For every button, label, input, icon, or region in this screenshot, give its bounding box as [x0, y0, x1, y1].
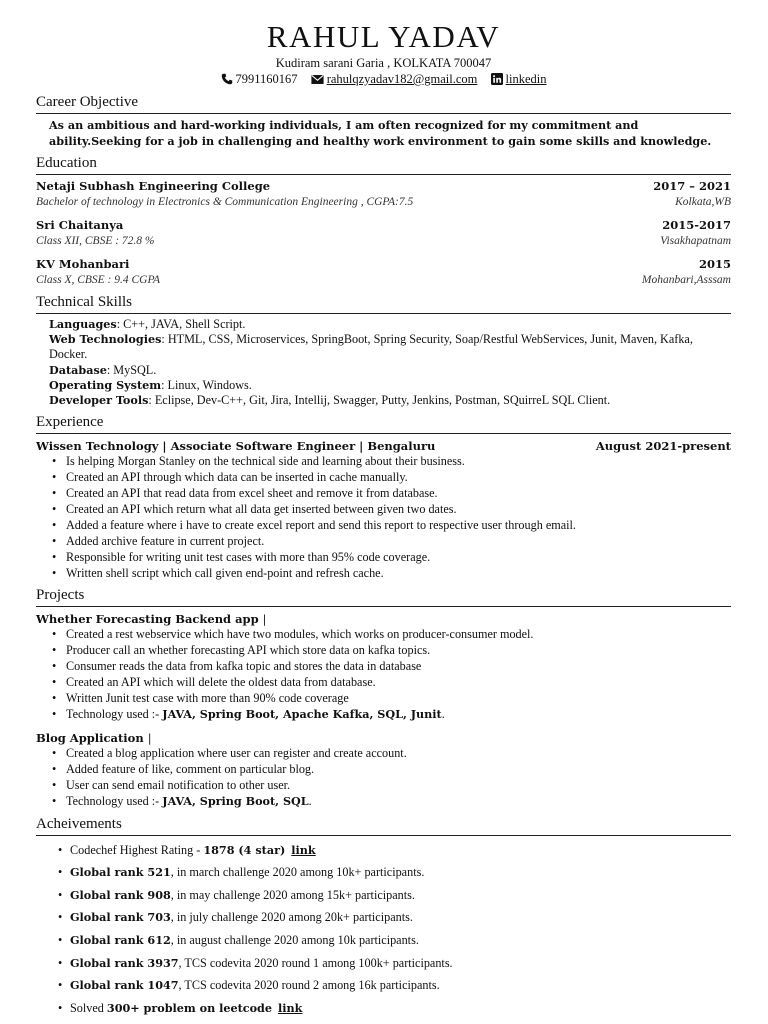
education-detail: Class X, CBSE : 9.4 CGPA — [36, 274, 161, 286]
list-item — [58, 906, 731, 929]
resume-page — [36, 18, 731, 1019]
list-item: • Responsible for writing unit test cases with more than 95% code coverage. — [52, 550, 731, 566]
list-item — [58, 997, 731, 1020]
phone-icon — [221, 73, 233, 85]
project-bullets — [36, 627, 731, 722]
list-item: • User can send email notification to other user. — [52, 778, 731, 794]
project-separator: | — [262, 612, 267, 627]
rank-bold: Global rank 3937 — [70, 955, 179, 970]
list-item — [52, 794, 731, 810]
skill-label: Developer Tools — [49, 393, 149, 408]
list-item — [58, 861, 731, 884]
section-title-experience: Experience — [36, 413, 731, 434]
list-item: • Added feature of like, comment on particular blog. — [52, 762, 731, 778]
list-item: • Created an API which will delete the oldest data from database. — [52, 675, 731, 691]
rank-bold: Global rank 521 — [70, 865, 171, 880]
rank-detail: , in may challenge 2020 among 15k+ participants. — [170, 887, 415, 902]
project-separator: | — [147, 730, 152, 745]
skills-list — [49, 317, 731, 408]
email-link[interactable]: rahulqzyadav182@gmail.com — [326, 72, 478, 86]
education-years: 2015-2017 — [662, 218, 731, 232]
education-years: 2017 – 2021 — [653, 179, 731, 193]
section-title-education: Education — [36, 154, 731, 175]
career-objective-text: As an ambitious and hard-working individuals, I am often recognized for my commitment and ability.Seeking for a job in challenging and healthy work environment to gain some skills and knowledge. — [49, 118, 712, 148]
list-item: • Written shell script which call given end-point and refresh cache. — [52, 566, 731, 582]
education-detail: Bachelor of technology in Electronics & Communication Engineering , CGPA:7.5 — [36, 196, 414, 208]
list-item: • Written Junit test case with more than 90% code coverage — [52, 691, 731, 707]
list-item — [58, 974, 731, 997]
experience-role: Wissen Technology | Associate Software Engineer | Bengaluru — [36, 439, 436, 454]
candidate-name: RAHUL YADAV — [266, 19, 501, 54]
skill-row — [49, 363, 731, 378]
leetcode-prefix: Solved — [70, 1000, 107, 1015]
list-item: • Created a blog application where user can register and create account. — [52, 746, 731, 762]
rank-detail: , in july challenge 2020 among 20k+ participants. — [170, 910, 413, 925]
education-entry — [36, 178, 731, 210]
skill-value: : C++, JAVA, Shell Script. — [116, 317, 246, 331]
list-item: • Producer call an whether forecasting API which store data on kafka topics. — [52, 643, 731, 659]
phone-number: 7991160167 — [235, 72, 298, 86]
codechef-rating: 1878 (4 star) — [203, 842, 286, 857]
rank-bold: Global rank 1047 — [70, 978, 179, 993]
section-title-skills: Technical Skills — [36, 293, 731, 314]
list-item: • Created an API through which data can be inserted in cache manually. — [52, 470, 731, 486]
skill-row — [49, 393, 731, 408]
linkedin-link[interactable]: linkedin — [505, 72, 547, 86]
project-bullets — [36, 746, 731, 810]
project-name: Blog Application — [36, 730, 144, 745]
rank-bold: Global rank 703 — [70, 910, 171, 925]
project-title — [36, 730, 731, 746]
skill-label: Web Technologies — [49, 332, 162, 347]
skill-label: Operating System — [49, 377, 162, 392]
list-item: • Added a feature where i have to create excel report and send this report to respective user through email. — [52, 518, 731, 534]
education-entry — [36, 217, 731, 249]
education-place: Visakhapatnam — [660, 235, 731, 247]
rank-bold: Global rank 612 — [70, 932, 171, 947]
leetcode-count: 300+ problem on leetcode — [106, 1000, 272, 1015]
skill-label: Languages — [49, 317, 117, 331]
section-title-projects: Projects — [36, 586, 731, 607]
education-place: Mohanbari,Asssam — [641, 274, 731, 286]
list-item — [52, 707, 731, 723]
tech-label: Technology used :- — [66, 707, 163, 721]
email-contact[interactable] — [311, 71, 478, 88]
list-item: • Created an API that read data from excel sheet and remove it from database. — [52, 486, 731, 502]
skill-row — [49, 317, 731, 332]
skill-value: : MySQL. — [106, 362, 157, 377]
experience-dates: August 2021-present — [595, 439, 731, 454]
school-name: Netaji Subhash Engineering College — [36, 179, 271, 193]
tech-end: . — [308, 793, 312, 808]
rank-detail: , in august challenge 2020 among 10k participants. — [170, 932, 419, 947]
project-name: Whether Forecasting Backend app — [36, 612, 259, 627]
codechef-prefix: Codechef Highest Rating - — [70, 842, 204, 857]
project-title — [36, 611, 731, 627]
leetcode-link[interactable]: link — [278, 1000, 303, 1015]
rank-bold: Global rank 908 — [70, 887, 171, 902]
envelope-icon — [311, 74, 324, 85]
rank-detail: , in march challenge 2020 among 10k+ participants. — [170, 865, 425, 880]
tech-value: JAVA, Spring Boot, Apache Kafka, SQL, Junit — [162, 707, 442, 721]
skill-value: : Eclipse, Dev-C++, Git, Jira, Intellij, Swagger, Putty, Jenkins, Postman, SQuirreL SQL Client. — [148, 393, 611, 408]
experience-header — [36, 438, 731, 454]
section-title-career: Career Objective — [36, 93, 731, 114]
education-entry — [36, 256, 731, 288]
linkedin-icon — [491, 73, 503, 85]
education-place: Kolkata,WB — [675, 196, 731, 208]
rank-detail: , TCS codevita 2020 round 2 among 16k participants. — [178, 978, 440, 993]
achievements-list — [36, 839, 731, 1020]
section-title-achievements: Acheivements — [36, 815, 731, 836]
list-item — [58, 884, 731, 907]
tech-value: JAVA, Spring Boot, SQL — [162, 793, 309, 808]
linkedin-contact[interactable] — [491, 71, 547, 88]
list-item: • Is helping Morgan Stanley on the technical side and learning about their business. — [52, 454, 731, 470]
contact-row — [36, 71, 731, 88]
list-item — [58, 929, 731, 952]
list-item: • Consumer reads the data from kafka topic and stores the data in database — [52, 659, 731, 675]
phone-contact[interactable] — [221, 71, 298, 88]
school-name: KV Mohanbari — [36, 257, 130, 271]
rank-detail: , TCS codevita 2020 round 1 among 100k+ participants. — [178, 955, 453, 970]
school-name: Sri Chaitanya — [36, 218, 124, 232]
list-item — [58, 952, 731, 975]
list-item: • Added archive feature in current project. — [52, 534, 731, 550]
skill-label: Database — [49, 362, 107, 377]
list-item: • Created an API which return what all data get inserted between given two dates. — [52, 502, 731, 518]
skill-value: : HTML, CSS, Microservices, SpringBoot, Spring Security, Soap/Restful WebServices, Junit, Maven, Kafka, Docker. — [49, 332, 693, 362]
list-item — [58, 839, 731, 862]
education-years: 2015 — [698, 257, 731, 271]
education-detail: Class XII, CBSE : 72.8 % — [36, 235, 155, 247]
address: Kudiram sarani Garia , KOLKATA 700047 — [275, 56, 492, 70]
tech-label: Technology used :- — [66, 793, 163, 808]
codechef-link[interactable]: link — [291, 842, 316, 857]
list-item: • Created a rest webservice which have two modules, which works on producer-consumer model. — [52, 627, 731, 643]
tech-end: . — [441, 707, 445, 721]
skill-row — [49, 332, 731, 362]
skill-value: : Linux, Windows. — [161, 377, 252, 392]
experience-bullets — [36, 454, 731, 581]
skill-row — [49, 378, 731, 393]
